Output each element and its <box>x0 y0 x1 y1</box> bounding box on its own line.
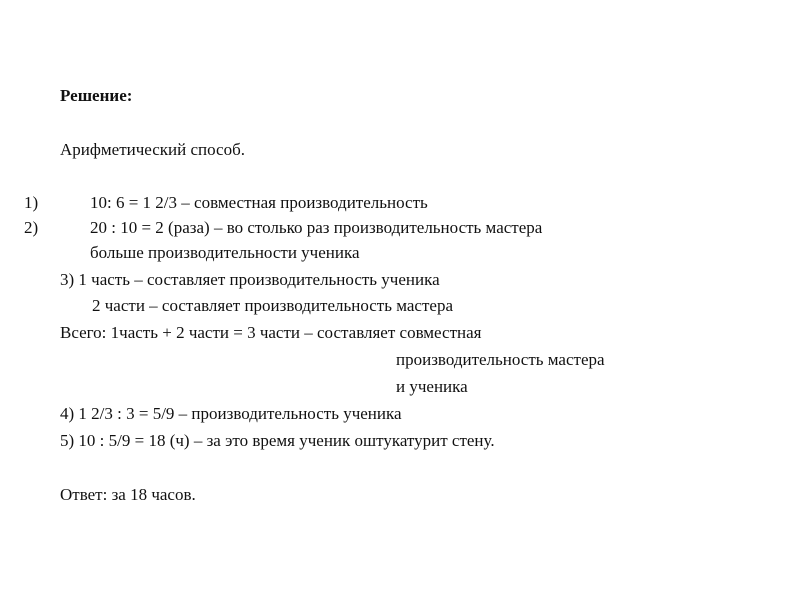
step-4-text: 4) 1 2/3 : 3 = 5/9 – производительность ученика <box>60 404 402 423</box>
step-2-text: 20 : 10 = 2 (раза) – во столько раз производительность мастера <box>90 218 543 237</box>
step-2-continuation: больше производительности ученика <box>90 243 360 262</box>
step-1-number: 1) <box>24 193 39 212</box>
step-3-continuation: 2 части – составляет производительность мастера <box>92 296 453 315</box>
method-title: Арифметический способ. <box>60 140 245 159</box>
step-1-text: 10: 6 = 1 2/3 – совместная производительность <box>90 193 428 212</box>
total-text: Всего: 1часть + 2 части = 3 части – составляет совместная <box>60 323 482 342</box>
step-3-text: 3) 1 часть – составляет производительность ученика <box>60 270 440 289</box>
total-continuation-1: производительность мастера <box>396 350 605 369</box>
solution-heading: Решение: <box>60 86 133 105</box>
step-2-number: 2) <box>24 218 39 237</box>
step-5-text: 5) 10 : 5/9 = 18 (ч) – за это время ученик оштукатурит стену. <box>60 431 495 450</box>
answer-text: Ответ: за 18 часов. <box>60 485 196 504</box>
total-continuation-2: и ученика <box>396 377 468 396</box>
